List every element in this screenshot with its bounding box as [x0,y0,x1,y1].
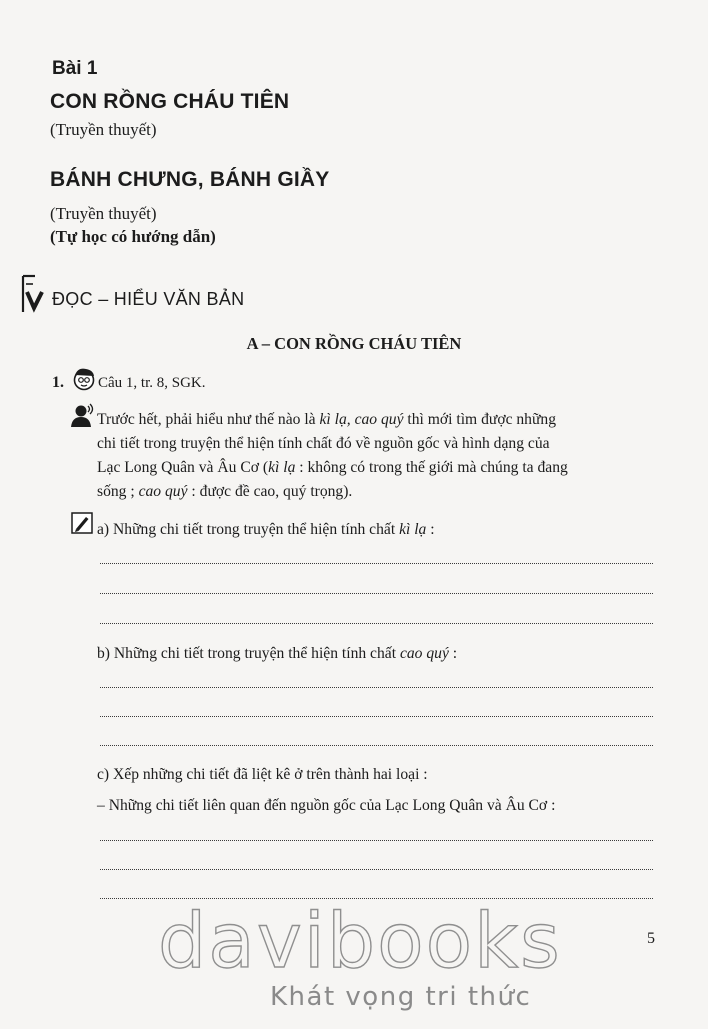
question-number: 1. [52,374,64,391]
answer-line[interactable] [100,687,653,688]
story-title-2: BÁNH CHƯNG, BÁNH GIẦY [50,168,330,191]
page-number: 5 [647,930,655,947]
guide-line-3: Lạc Long Quân và Âu Cơ (kì lạ : không có trong thế giới mà chúng ta đang [97,459,568,476]
answer-line[interactable] [100,840,653,841]
lesson-label: Bài 1 [52,58,98,79]
guide-paragraph [97,408,653,504]
answer-line[interactable] [100,623,653,624]
guide-line-1: Trước hết, phải hiểu như thế nào là kì lạ, cao quý thì mới tìm được những [97,411,557,428]
guide-line-2: chi tiết trong truyện thể hiện tính chất đó về nguồn gốc và hình dạng của [97,435,550,452]
answer-line[interactable] [100,716,653,717]
subsection-title: A – CON RỒNG CHÁU TIÊN [246,334,462,353]
pencil-icon [71,512,93,534]
answer-line[interactable] [100,869,653,870]
answer-line[interactable] [100,593,653,594]
part-b-prompt: b) Những chi tiết trong truyện thể hiện tính chất cao quý : [97,645,458,662]
guide-speaker-icon [69,402,95,428]
question-face-icon [68,366,98,392]
part-a-prompt: a) Những chi tiết trong truyện thể hiện tính chất kì lạ : [97,521,435,538]
watermark-logo: davibooks [158,896,562,985]
self-study-note: (Tự học có hướng dẫn) [50,227,216,246]
part-c-prompt: c) Xếp những chi tiết đã liệt kê ở trên thành hai loại : [97,766,428,783]
answer-line[interactable] [100,745,653,746]
watermark-tagline: Khát vọng tri thức [270,982,532,1012]
guide-line-4: sống ; cao quý : được đề cao, quý trọng). [97,483,353,500]
story-genre-2: (Truyền thuyết) [50,204,157,223]
story-title-1: CON RỒNG CHÁU TIÊN [50,90,290,113]
story-genre-1: (Truyền thuyết) [50,120,157,139]
section-v-icon [20,274,46,314]
answer-line[interactable] [100,563,653,564]
section-title: ĐỌC – HIỂU VĂN BẢN [52,289,245,309]
part-c1-prompt: – Những chi tiết liên quan đến nguồn gốc của Lạc Long Quân và Âu Cơ : [97,797,556,814]
question-reference: Câu 1, tr. 8, SGK. [98,375,206,391]
